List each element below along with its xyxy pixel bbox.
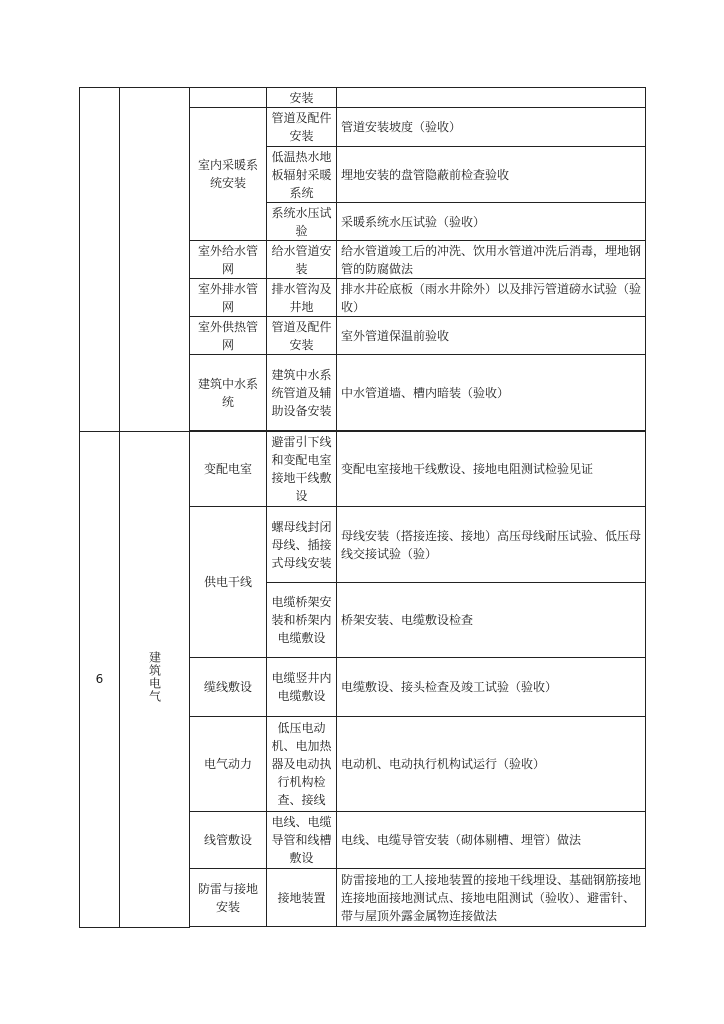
item-cell: 给水管道安装	[267, 241, 337, 279]
desc-cell: 电缆敷设、接头检查及竣工试验（验收）	[337, 658, 646, 717]
item-cell: 电缆竖井内电缆敷设	[267, 658, 337, 717]
item-cell: 建筑中水系统管道及辅助设备安装	[267, 355, 337, 431]
sub-item-cell: 室外给水管网	[190, 241, 267, 279]
desc-cell: 采暖系统水压试验（验收）	[337, 203, 646, 241]
blank-sub-cell	[190, 88, 267, 108]
item-cell: 系统水压试验	[267, 203, 337, 241]
item-cell: 避雷引下线和变配电室接地干线敷设	[267, 432, 337, 507]
table-row	[80, 432, 646, 507]
item-cell: 管道及配件安装	[267, 317, 337, 355]
sub-item-cell: 建筑中水系统	[190, 355, 267, 431]
desc-cell	[337, 88, 646, 108]
item-cell: 电缆桥架安装和桥架内电缆敷设	[267, 583, 337, 658]
sub-item-cell: 防雷与接地安装	[190, 869, 267, 927]
sub-item-cell: 电气动力	[190, 717, 267, 812]
sub-item-cell: 室内采暖系统安装	[190, 108, 267, 241]
desc-cell: 中水管道墙、槽内暗装（验收）	[337, 355, 646, 431]
desc-cell: 电动机、电动执行机构试运行（验收）	[337, 717, 646, 812]
item-cell: 低压电动机、电加热器及电动执行机构检查、接线	[267, 717, 337, 812]
desc-cell: 给水管道竣工后的冲洗、饮用水管道冲洗后消毒，埋地钢管的防腐做法	[337, 241, 646, 279]
blank-major-cell	[120, 88, 190, 432]
sub-item-cell: 线管敷设	[190, 812, 267, 869]
desc-cell: 母线安装（搭接连接、接地）高压母线耐压试验、低压母线交接试验（验）	[337, 507, 646, 583]
acceptance-table	[79, 87, 646, 928]
blank-num-cell	[80, 88, 120, 432]
sub-item-cell: 室外供热管网	[190, 317, 267, 355]
sub-item-cell: 室外排水管网	[190, 279, 267, 317]
item-cell: 安装	[267, 88, 337, 108]
sub-item-cell: 变配电室	[190, 432, 267, 507]
item-cell: 管道及配件安装	[267, 108, 337, 147]
desc-cell: 电线、电缆导管安装（砌体剔槽、埋管）做法	[337, 812, 646, 869]
item-cell: 低温热水地板辐射采暖系统	[267, 147, 337, 203]
desc-cell: 室外管道保温前验收	[337, 317, 646, 355]
sub-item-cell: 供电干线	[190, 507, 267, 658]
item-cell: 电线、电缆导管和线槽敷设	[267, 812, 337, 869]
sub-item-cell: 缆线敷设	[190, 658, 267, 717]
item-cell: 螺母线封闭母线、插接式母线安装	[267, 507, 337, 583]
desc-cell: 排水井砼底板（雨水井除外）以及排污管道磅水试验（验收）	[337, 279, 646, 317]
desc-cell: 防雷接地的工人接地装置的接地干线埋设、基础钢筋接地连接地面接地测试点、接地电阻测试（验收）、避雷针、带与屋顶外露金属物连接做法	[337, 869, 646, 927]
major-division-label: 建筑电气	[147, 650, 162, 703]
desc-cell: 埋地安装的盘管隐蔽前检查验收	[337, 147, 646, 203]
desc-cell: 桥架安装、电缆敷设检查	[337, 583, 646, 658]
desc-cell: 管道安装坡度（验收）	[337, 108, 646, 147]
section-number: 6	[80, 432, 120, 928]
table-row	[80, 88, 646, 108]
desc-cell: 变配电室接地干线敷设、接地电阻测试检验见证	[337, 432, 646, 507]
item-cell: 接地装置	[267, 869, 337, 927]
item-cell: 排水管沟及井地	[267, 279, 337, 317]
major-division-cell	[120, 432, 190, 928]
